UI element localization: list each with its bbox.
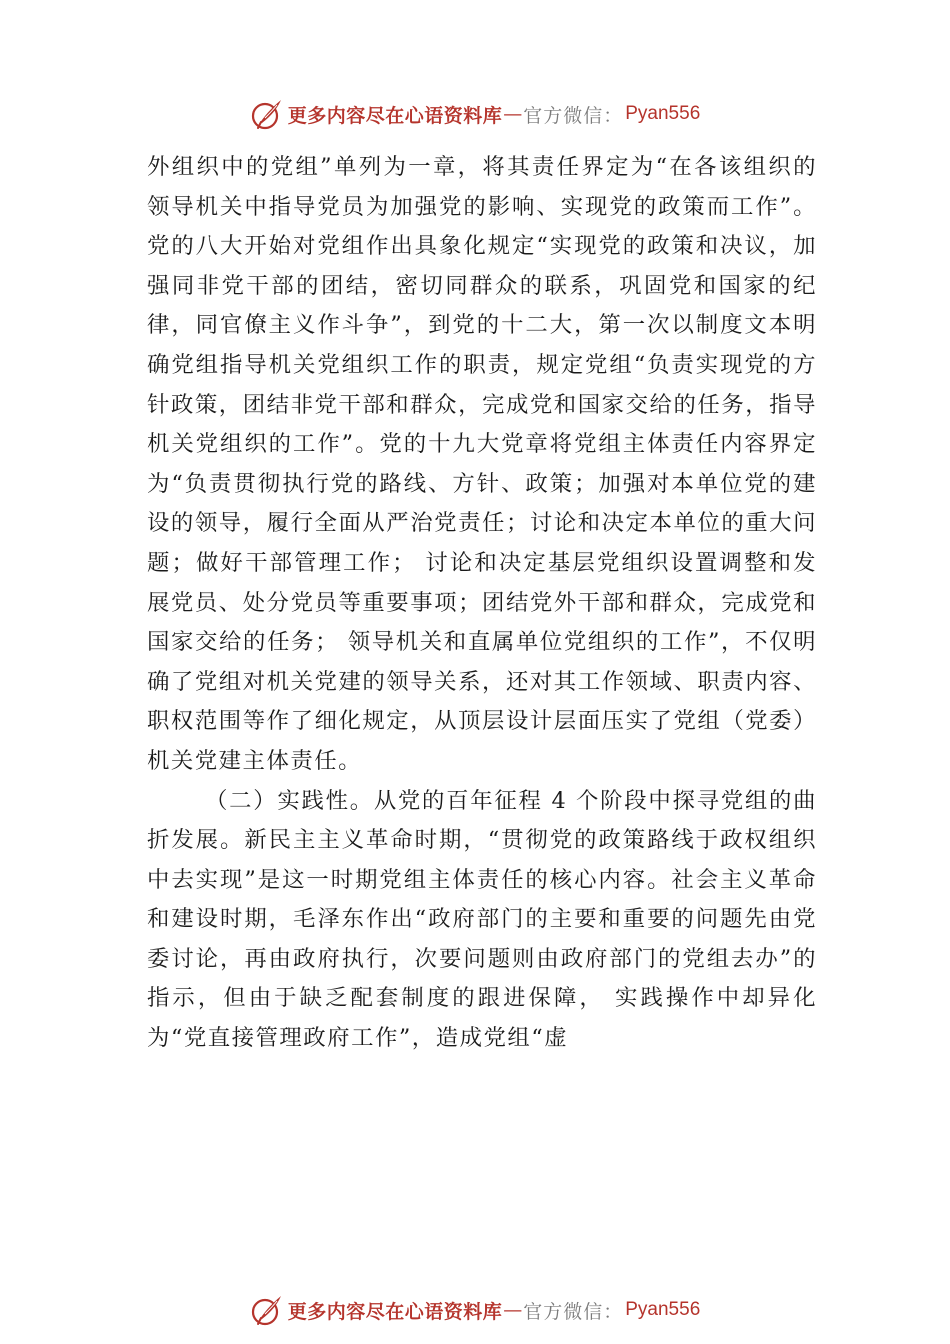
header-banner bbox=[0, 94, 950, 134]
banner-wechat-label: 官方微信： bbox=[523, 1300, 624, 1323]
body-paragraph-2: （二）实践性。从党的百年征程 4 个阶段中探寻党组的曲折发展。新民主主义革命时期，“贯彻党的政策路线于政权组织中去实现”是这一时期党组主体责任的核心内容。社会主义革命和建设时期，毛泽东作出“政府部门的主要和重要的问题先由党委讨论，再由政府执行，次要问题则由政府部门的党组去办”的指示，但由于缺乏配套制度的跟进保障， 实践操作中却异化为“党直接管理政府工作”，造成党组“虚 bbox=[147, 787, 817, 1052]
banner-wechat-label: 官方微信： bbox=[523, 104, 624, 127]
banner-dash: — bbox=[503, 103, 523, 125]
footer-banner bbox=[0, 1290, 950, 1330]
banner-wechat-id: Pyan556 bbox=[625, 103, 701, 124]
banner-site-name: 更多内容尽在心语资料库 bbox=[287, 1300, 503, 1323]
quill-pen-logo-icon bbox=[250, 1293, 284, 1327]
document-body bbox=[147, 148, 817, 1059]
banner-dash: — bbox=[503, 1299, 523, 1321]
body-paragraph-1: 外组织中的党组”单列为一章，将其责任界定为“在各该组织的领导机关中指导党员为加强党的影响、实现党的政策而工作”。党的八大开始对党组作出具象化规定“实现党的政策和决议，加强同非党干部的团结，密切同群众的联系，巩固党和国家的纪律，同官僚主义作斗争”，到党的十二大，第一次以制度文本明确党组指导机关党组织工作的职责，规定党组“负责实现党的方针政策，团结非党干部和群众，完成党和国家交给的任务，指导机关党组织的工作”。党的十九大党章将党组主体责任内容界定为“负责贯彻执行党的路线、方针、政策；加强对本单位党的建设的领导，履行全面从严治党责任；讨论和决定本单位的重大问题；做好干部管理工作； 讨论和决定基层党组织设置调整和发展党员、处分党员等重要事项；团结党外干部和群众，完成党和国家交给的任务； 领导机关和直属单位党组织的工作”，不仅明确了党组对机关党建的领导关系，还对其工作领域、职责内容、职权范围等作了细化规定，从顶层设计层面压实了党组（党委）机关党建主体责任。 bbox=[147, 154, 817, 774]
banner-site-name: 更多内容尽在心语资料库 bbox=[287, 104, 503, 127]
banner-wechat-id: Pyan556 bbox=[625, 1299, 701, 1320]
quill-pen-logo-icon bbox=[250, 97, 284, 131]
